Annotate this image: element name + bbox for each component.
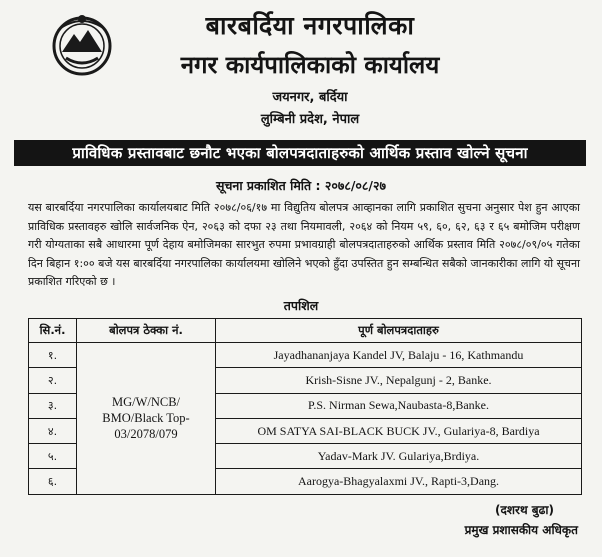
serial-number: ५. [29, 444, 77, 469]
office-name: नगर कार्यपालिकाको कार्यालय [180, 51, 440, 79]
table-row [29, 343, 582, 368]
bidder-name: OM SATYA SAI-BLACK BUCK JV., Gulariya-8, Bardiya [216, 418, 582, 443]
serial-number: ३. [29, 393, 77, 418]
signatory-title: प्रमुख प्रशासकीय अधिकृत [464, 523, 578, 537]
schedule-heading: तपशिल [283, 298, 319, 313]
bidder-name: Jayadhananjaya Kandel JV, Balaju - 16, Kathmandu [216, 343, 582, 368]
serial-number: २. [29, 368, 77, 393]
bidder-name: P.S. Nirman Sewa,Naubasta-8,Banke. [216, 393, 582, 418]
signatory-name: (दशरथ बुढा) [495, 503, 554, 517]
serial-number: ६. [29, 469, 77, 494]
serial-number: १. [29, 343, 77, 368]
table-header-row [29, 319, 582, 343]
notice-body: यस बारबर्दिया नगरपालिका कार्यालयबाट मिति २०७८/०६/१७ मा विद्युतिय बोलपत्र आव्हानका लागि प्रकाशित सुचना अनुसार पेश हुन आएका प्राविधिक प्रस्तावहरु खोलि सार्वजनिक ऐन, २०६३ को दफा २३ तथा नियमावली, २०६४ को नियम ५९, ६०, ६२, ६३ र ६५ बमोजिम परीक्षण गरी योग्यताका सबै आधारमा पूर्ण देहाय बमोजिमका सारभुत रुपमा प्रभावग्राही बोलपत्रदाताहरुको आर्थिक प्रस्ताव मिति २०७८/०९/०५ गतेका दिन बिहान १:०० बजे यस बारबर्दिया नगरपालिका कार्यालयमा खोलिने भएको हुँदा उपस्तित हुन सम्बन्धित सबैको जानकारीका लागि यो सूचना प्रकाशित गरिएको छ । [28, 201, 580, 288]
bidders-table [28, 318, 582, 495]
office-location: जयनगर, बर्दिया [272, 90, 348, 105]
bidder-name: Krish-Sisne JV., Nepalgunj - 2, Banke. [216, 368, 582, 393]
government-emblem-icon [44, 10, 120, 78]
contract-number-line: MG/W/NCB/ [111, 395, 181, 410]
bidder-name: Aarogya-Bhagyalaxmi JV., Rapti-3,Dang. [216, 469, 582, 494]
municipality-name: बारबर्दिया नगरपालिका [205, 11, 415, 40]
contract-number-line: 03/2078/079 [114, 427, 178, 442]
notice-title: प्राविधिक प्रस्तावबाट छनौट भएका बोलपत्रदाताहरुको आर्थिक प्रस्ताव खोल्ने सूचना [14, 140, 586, 166]
office-province: लुम्बिनी प्रदेश, नेपाल [260, 112, 360, 127]
serial-number: ४. [29, 418, 77, 443]
published-date: सूचना प्रकाशित मिति : २०७८/०८/२७ [216, 178, 386, 193]
header-contract-no: बोलपत्र ठेक्का नं. [77, 319, 216, 343]
header-serial: सि.नं. [29, 319, 77, 343]
bidder-name: Yadav-Mark JV. Gulariya,Brdiya. [216, 444, 582, 469]
header-bidders: पूर्ण बोलपत्रदाताहरु [216, 319, 582, 343]
contract-number [77, 343, 216, 495]
contract-number-line: BMO/Black Top- [102, 411, 190, 426]
